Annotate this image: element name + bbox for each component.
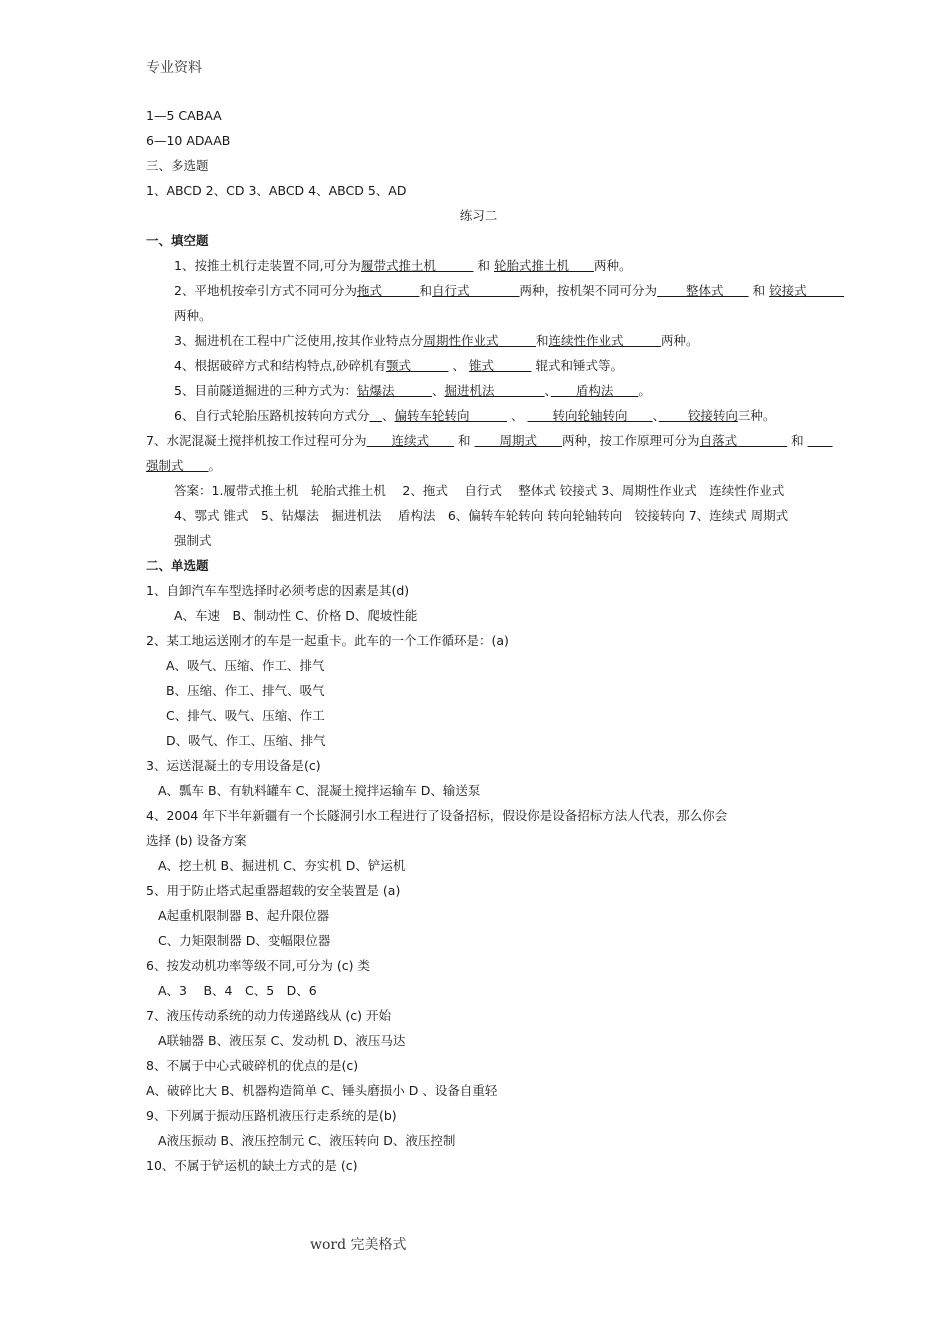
single-q3-options: A、瓢车 B、有轨料罐车 C、混凝土搅拌运输车 D、输送泵 (158, 783, 481, 798)
multi-choice-answers: 1、ABCD 2、CD 3、ABCD 4、ABCD 5、AD (146, 183, 407, 198)
single-q4-cont: 选择 (b) 设备方案 (146, 833, 247, 848)
exercise-title: 练习二 (459, 208, 498, 223)
single-q2-option-b: B、压缩、作工、排气、吸气 (166, 683, 325, 698)
single-q8-options: A、破碎比大 B、机器构造简单 C、锤头磨损小 D 、设备自重轻 (146, 1083, 498, 1098)
single-q5-options-cd: C、力矩限制器 D、变幅限位器 (158, 933, 331, 948)
single-q2-option-c: C、排气、吸气、压缩、作工 (166, 708, 325, 723)
page-footer: word 完美格式 (310, 1237, 407, 1253)
single-q1-options: A、车速 B、制动性 C、价格 D、爬坡性能 (174, 608, 418, 623)
fill-question-4: 4、根据破碎方式和结构特点,砂碎机有颚式 、 锥式 辊式和锤式等。 (174, 358, 623, 373)
single-q2-option-d: D、吸气、作工、压缩、排气 (166, 733, 326, 748)
single-q10: 10、不属于铲运机的缺土方式的是 (c) (146, 1158, 358, 1173)
section-multi-choice: 三、多选题 (146, 158, 209, 173)
fill-question-7: 7、水泥混凝土搅拌机按工作过程可分为 连续式 和 周期式 两种，按工作原理可分为自落式 和 强制式 。 (146, 433, 804, 473)
fill-question-3: 3、掘进机在工程中广泛使用,按其作业特点分周期性作业式 和连续性作业式 两种。 (174, 333, 699, 348)
single-q5-options-ab: A起重机限制器 B、起升限位器 (158, 908, 330, 923)
fill-question-2: 2、平地机按牵引方式不同可分为拖式 和自行式 两种，按机架不同可分为 整体式 和 铰接式 两种。 (174, 283, 807, 323)
answer-line-6-10: 6—10 ADAAB (146, 133, 231, 148)
page-header: 专业资料 (146, 60, 202, 76)
answer-line-1-5: 1—5 CABAA (146, 108, 222, 123)
single-q1: 1、自卸汽车车型选择时必须考虑的因素是其(d) (146, 583, 410, 598)
single-q7: 7、液压传动系统的动力传递路线从 (c) 开始 (146, 1008, 392, 1023)
single-q2-option-a: A、吸气、压缩、作工、排气 (166, 658, 325, 673)
fill-question-6: 6、自行式轮胎压路机按转向方式分 、偏转车轮转向 、 转向轮轴转向 、 铰接转向三种。 (174, 408, 776, 423)
single-q3: 3、运送混凝土的专用设备是(c) (146, 758, 321, 773)
fill-answer-key: 答案：1.履带式推土机 轮胎式推土机 2、拖式 自行式 整体式 铰接式 3、周期性作业式 连续性作业式 4、鄂式 锥式 5、钻爆法 掘进机法 盾构法 6、偏转车轮转向 转向轮轴转向 铰接转向 7、连续式 周期式 强制式 (174, 483, 805, 548)
single-q7-options: A联轴器 B、液压泵 C、发动机 D、液压马达 (158, 1033, 406, 1048)
single-heading: 二、单选题 (146, 558, 209, 573)
fill-heading: 一、填空题 (146, 233, 209, 248)
single-q9-options: A液压振动 B、液压控制元 C、液压转向 D、液压控制 (158, 1133, 456, 1148)
single-q8: 8、不属于中心式破碎机的优点的是(c) (146, 1058, 359, 1073)
single-q4-options: A、挖土机 B、掘进机 C、夯实机 D、铲运机 (158, 858, 406, 873)
single-q9: 9、下列属于振动压路机液压行走系统的是(b) (146, 1108, 397, 1123)
fill-question-5: 5、目前隧道掘进的三种方式为：钻爆法 、掘进机法 、 盾构法 。 (174, 383, 651, 398)
single-q5: 5、用于防止塔式起重器超载的安全装置是 (a) (146, 883, 401, 898)
single-q2: 2、某工地运送刚才的车是一起重卡。此车的一个工作循环是：(a) (146, 633, 509, 648)
fill-question-1: 1、按推土机行走装置不同,可分为履带式推土机 和 轮胎式推土机 两种。 (174, 258, 632, 273)
single-q4: 4、2004 年下半年新疆有一个长隧洞引水工程进行了设备招标，假设你是设备招标方法人代表，那么你会 (146, 808, 728, 823)
single-q6: 6、按发动机功率等级不同,可分为 (c) 类 (146, 958, 370, 973)
document-body (146, 103, 811, 1178)
single-q6-options: A、3 B、4 C、5 D、6 (158, 983, 317, 998)
